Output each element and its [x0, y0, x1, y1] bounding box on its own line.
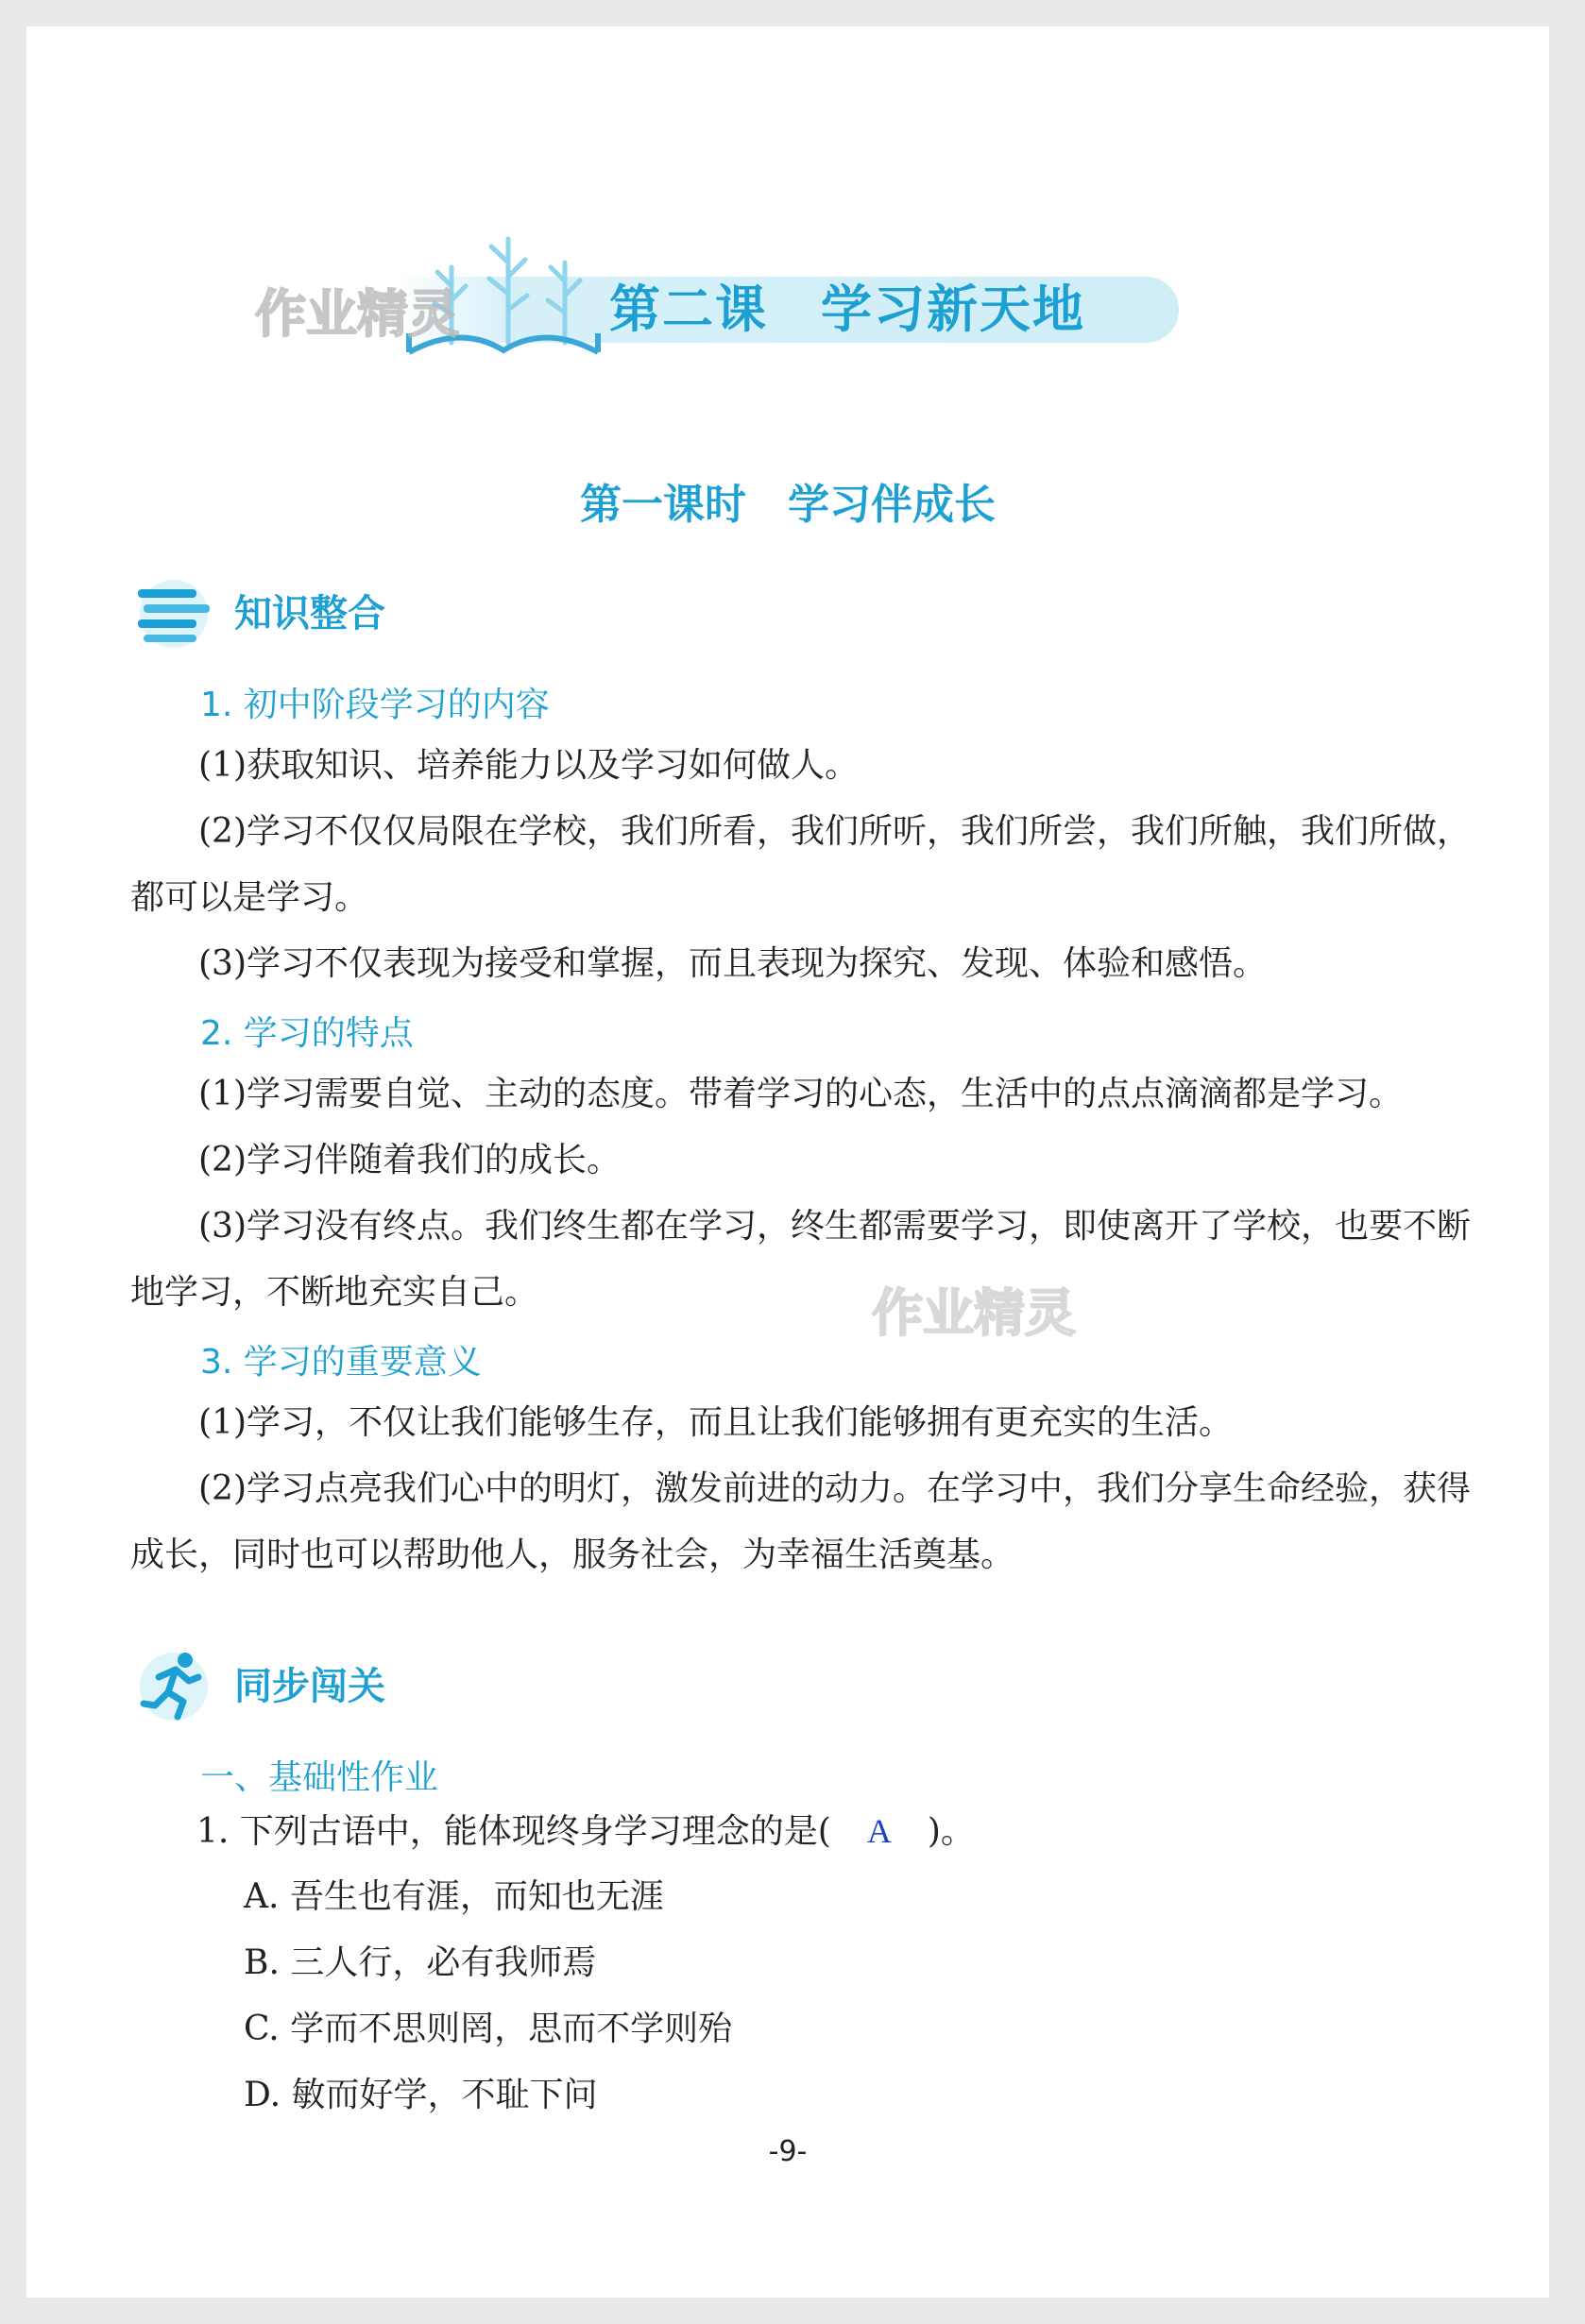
option-b: B. 三人行，必有我师焉 — [244, 1943, 597, 1982]
paragraph: (1)获取知识、培养能力以及学习如何做人。 — [198, 746, 859, 785]
subheading-2: 2. 学习的特点 — [200, 1014, 414, 1053]
watermark-text: 作业精灵 — [255, 284, 459, 344]
watermark-text: 作业精灵 — [872, 1283, 1076, 1343]
paragraph: (3)学习没有终点。我们终生都在学习，终生都需要学习，即使离开了学校，也要不断地学习，不断地充实自己。 — [130, 1207, 1471, 1312]
stacked-lines-icon — [130, 576, 217, 652]
practice-heading: 同步闯关 — [234, 1665, 385, 1708]
paragraph: (2)学习点亮我们心中的明灯，激发前进的动力。在学习中，我们分享生命经验，获得成长，同时也可以帮助他人，服务社会，为幸福生活奠基。 — [130, 1469, 1471, 1574]
paragraph: (2)学习不仅仅局限在学校，我们所看，我们所听，我们所尝，我们所触，我们所做，都可以是学习。 — [130, 812, 1471, 917]
running-person-icon — [130, 1649, 217, 1724]
period-title: 第一课时 学习伴成长 — [580, 481, 996, 529]
document-page — [26, 26, 1549, 2298]
subheading-basic: 一、基础性作业 — [200, 1758, 439, 1797]
paragraph: (1)学习，不仅让我们能够生存，而且让我们能够拥有更充实的生活。 — [198, 1403, 1233, 1442]
question-text: 1. 下列古语中，能体现终身学习理念的是( — [196, 1812, 831, 1851]
option-c: C. 学而不思则罔，思而不学则殆 — [244, 2010, 733, 2048]
lesson-title: 第二课 学习新天地 — [609, 280, 1085, 339]
paragraph: (3)学习不仅表现为接受和掌握，而且表现为探究、发现、体验和感悟。 — [198, 944, 1267, 983]
subheading-3: 3. 学习的重要意义 — [200, 1343, 482, 1382]
question-text-end: )。 — [927, 1812, 975, 1851]
option-a: A. 吾生也有涯，而知也无涯 — [244, 1877, 664, 1916]
page-number: -9- — [768, 2135, 808, 2168]
option-d: D. 敏而好学，不耻下问 — [244, 2076, 598, 2114]
knowledge-heading: 知识整合 — [234, 592, 385, 636]
answer-mark: A — [866, 1812, 892, 1850]
question-1 — [196, 1807, 975, 1856]
paragraph: (2)学习伴随着我们的成长。 — [198, 1141, 621, 1179]
paragraph: (1)学习需要自觉、主动的态度。带着学习的心态，生活中的点点滴滴都是学习。 — [198, 1075, 1403, 1113]
subheading-1: 1. 初中阶段学习的内容 — [200, 686, 550, 724]
